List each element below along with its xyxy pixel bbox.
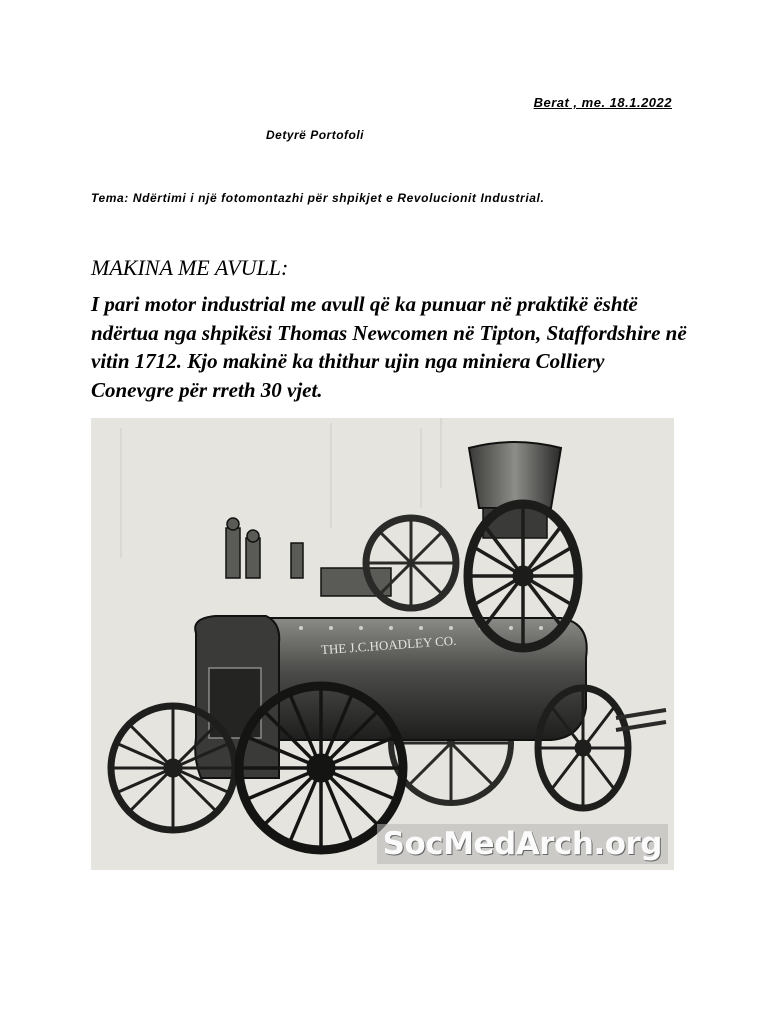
flywheel-rear [366, 518, 456, 608]
section-heading: MAKINA ME AVULL: [91, 255, 289, 280]
boiler-inscription: THE J.C.HOADLEY CO. [320, 632, 457, 658]
flywheel-front [468, 504, 578, 648]
date-line: Berat , me. 18.1.2022 [533, 95, 672, 110]
section-paragraph: I pari motor industrial me avull që ka punuar në praktikë është ndërtua nga shpikësi Thomas Newcomen në Tipton, Staffordshire në vitin 1712. Kjo makinë ka thithur ujin nga miniera Colliery Conevgre për rreth 30 vjet. [91, 292, 687, 402]
rear-wheel-right [538, 688, 628, 808]
steam-engine-photo [91, 418, 674, 870]
assignment-title: Detyrë Portofoli [266, 128, 365, 142]
front-wheel-left [111, 706, 235, 830]
steam-engine-illustration [91, 418, 674, 870]
watermark: SocMedArch.org [377, 824, 668, 864]
topic-line: Tema: Ndërtimi i një fotomontazhi për shpikjet e Revolucionit Industrial. [91, 191, 545, 205]
